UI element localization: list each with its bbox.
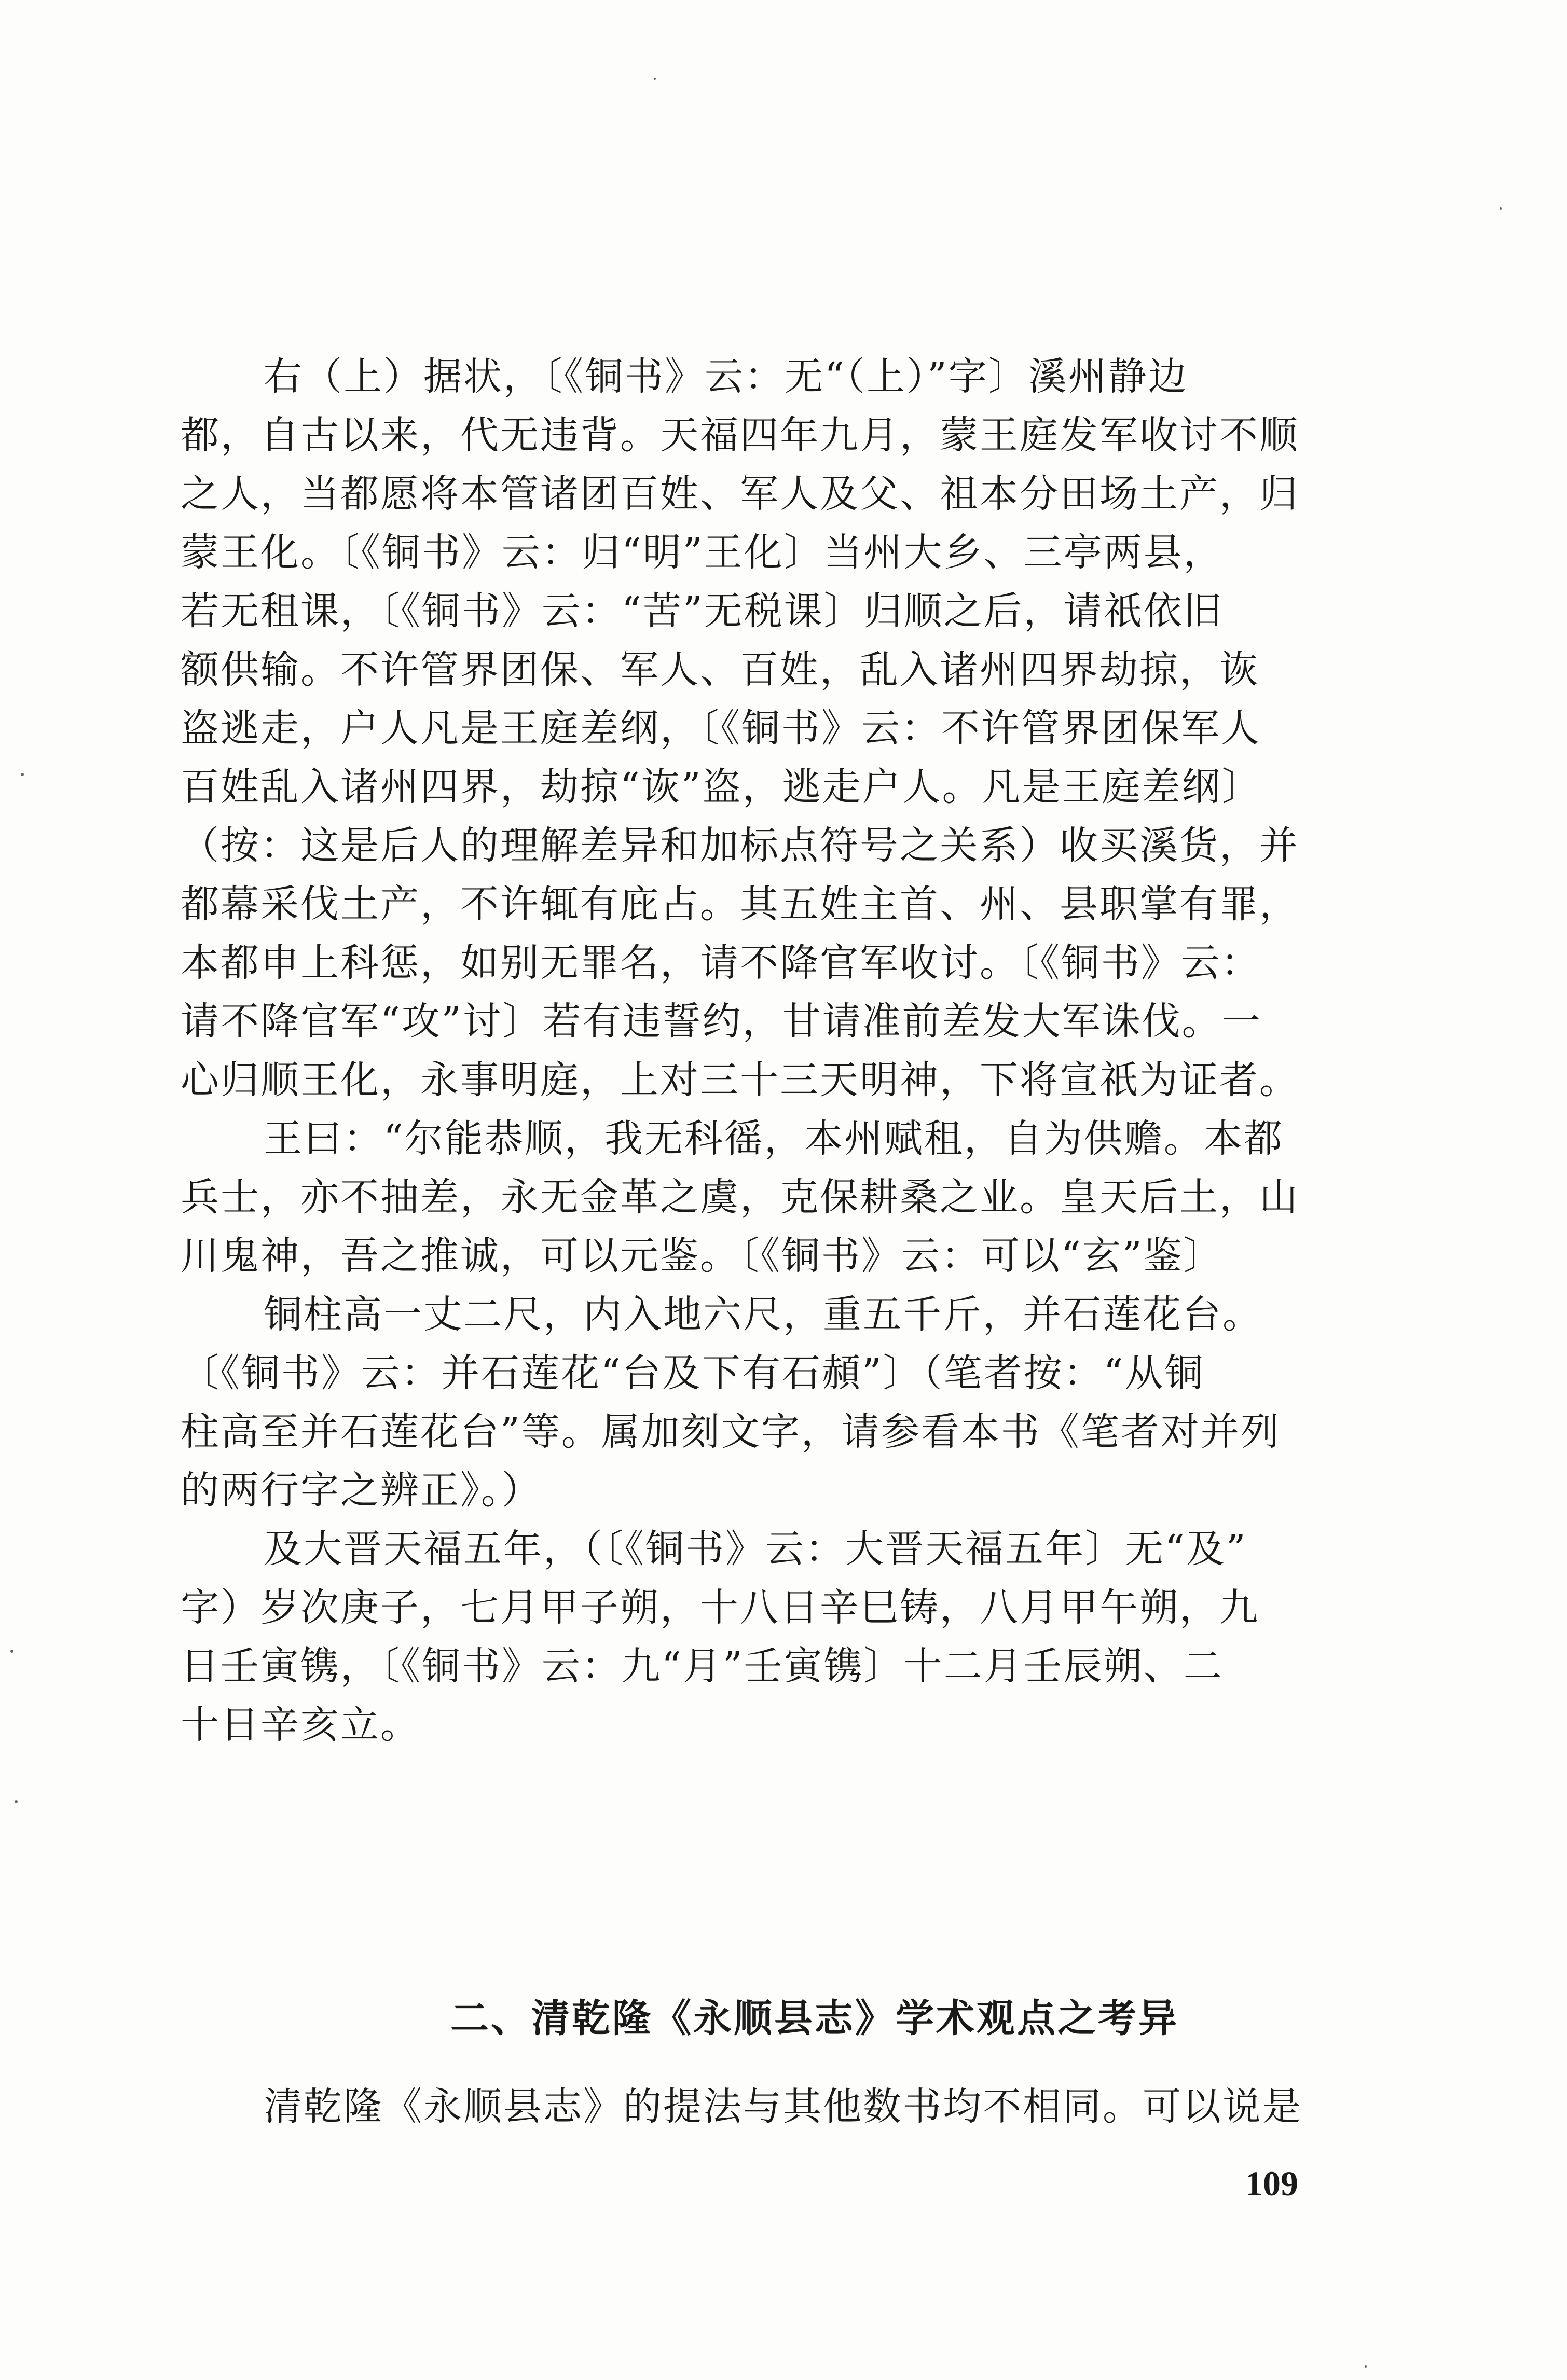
text-line: 〔《铜书》云：并石莲花“台及下有石頳”〕（笔者按：“从铜 — [181, 1351, 1205, 1395]
text-line: 右（上）据状，〔《铜书》云：无“（上）”字〕溪州静边 — [264, 354, 1188, 399]
text-line: 十日辛亥立。 — [181, 1703, 420, 1747]
section-heading: 二、清乾隆《永顺县志》学术观点之考异 — [450, 1996, 1179, 2041]
text-line: 若无租课，〔《铜书》云：“苦”无税课〕归顺之后，请祇依旧 — [181, 589, 1224, 633]
text-line: 心归顺王化，永事明庭，上对三十三天明神，下将宣祇为证者。 — [181, 1058, 1299, 1102]
body-text-continued — [181, 2078, 1415, 2136]
page-number: 109 — [1245, 2164, 1298, 2203]
text-line: 的两行字之辨正》。） — [181, 1468, 542, 1513]
text-line: 额供输。不许管界团保、军人、百姓，乱入诸州四界劫掠，诙 — [181, 647, 1259, 692]
scan-speck — [10, 1650, 13, 1653]
text-line: 王曰：“尔能恭顺，我无科徭，本州赋租，自为供赡。本都 — [264, 1116, 1284, 1161]
scan-speck — [21, 773, 24, 776]
body-text — [181, 348, 1415, 1754]
text-line: 川鬼神，吾之推诚，可以元鉴。〔《铜书》云：可以“玄”鉴〕 — [181, 1234, 1224, 1278]
text-line: 兵士，亦不抽差，永无金革之虞，克保耕桑之业。皇天后土，山 — [181, 1175, 1299, 1220]
text-line: 蒙王化。〔《铜书》云：归“明”王化〕当州大乡、三亭两县， — [181, 530, 1224, 575]
text-line: 盗逃走，户人凡是王庭差纲，〔《铜书》云：不许管界团保军人 — [181, 706, 1261, 751]
text-line: 铜柱高一丈二尺，内入地六尺，重五千斤，并石莲花台。 — [264, 1292, 1262, 1337]
scan-speck — [654, 78, 656, 80]
section-heading-row — [0, 1989, 1567, 2048]
text-line: 请不降官军“攻”讨〕若有违誓约，甘请准前差发大军诛伐。一 — [181, 999, 1262, 1044]
scan-speck — [15, 1800, 18, 1803]
text-line: 都幕采伐土产，不许辄有庇占。其五姓主首、州、县职掌有罪， — [181, 882, 1299, 926]
text-line: （按：这是后人的理解差异和加标点符号之关系）收买溪货，并 — [181, 823, 1299, 868]
scan-speck — [1365, 2365, 1367, 2368]
text-line: 日壬寅镌，〔《铜书》云：九“月”壬寅镌〕十二月壬辰朔、二 — [181, 1644, 1224, 1689]
text-line: 清乾隆《永顺县志》的提法与其他数书均不相同。可以说是 — [264, 2084, 1302, 2129]
text-line: 及大晋天福五年，（〔《铜书》云：大晋天福五年〕无“及” — [264, 1527, 1247, 1571]
text-line: 都，自古以来，代无违背。天福四年九月，蒙王庭发军收讨不顺 — [181, 413, 1299, 458]
text-line: 百姓乱入诸州四界，劫掠“诙”盗，逃走户人。凡是王庭差纲〕 — [181, 765, 1262, 809]
scan-speck — [1500, 207, 1502, 210]
text-line: 本都申上科惩，如别无罪名，请不降官军收讨。〔《铜书》云： — [181, 940, 1261, 985]
text-line: 柱高至并石莲花台”等。属加刻文字，请参看本书《笔者对并列 — [181, 1409, 1281, 1454]
text-line: 字）岁次庚子，七月甲子朔，十八日辛巳铸，八月甲午朔，九 — [181, 1585, 1259, 1630]
text-line: 之人，当都愿将本管诸团百姓、军人及父、祖本分田场土产，归 — [181, 472, 1299, 516]
